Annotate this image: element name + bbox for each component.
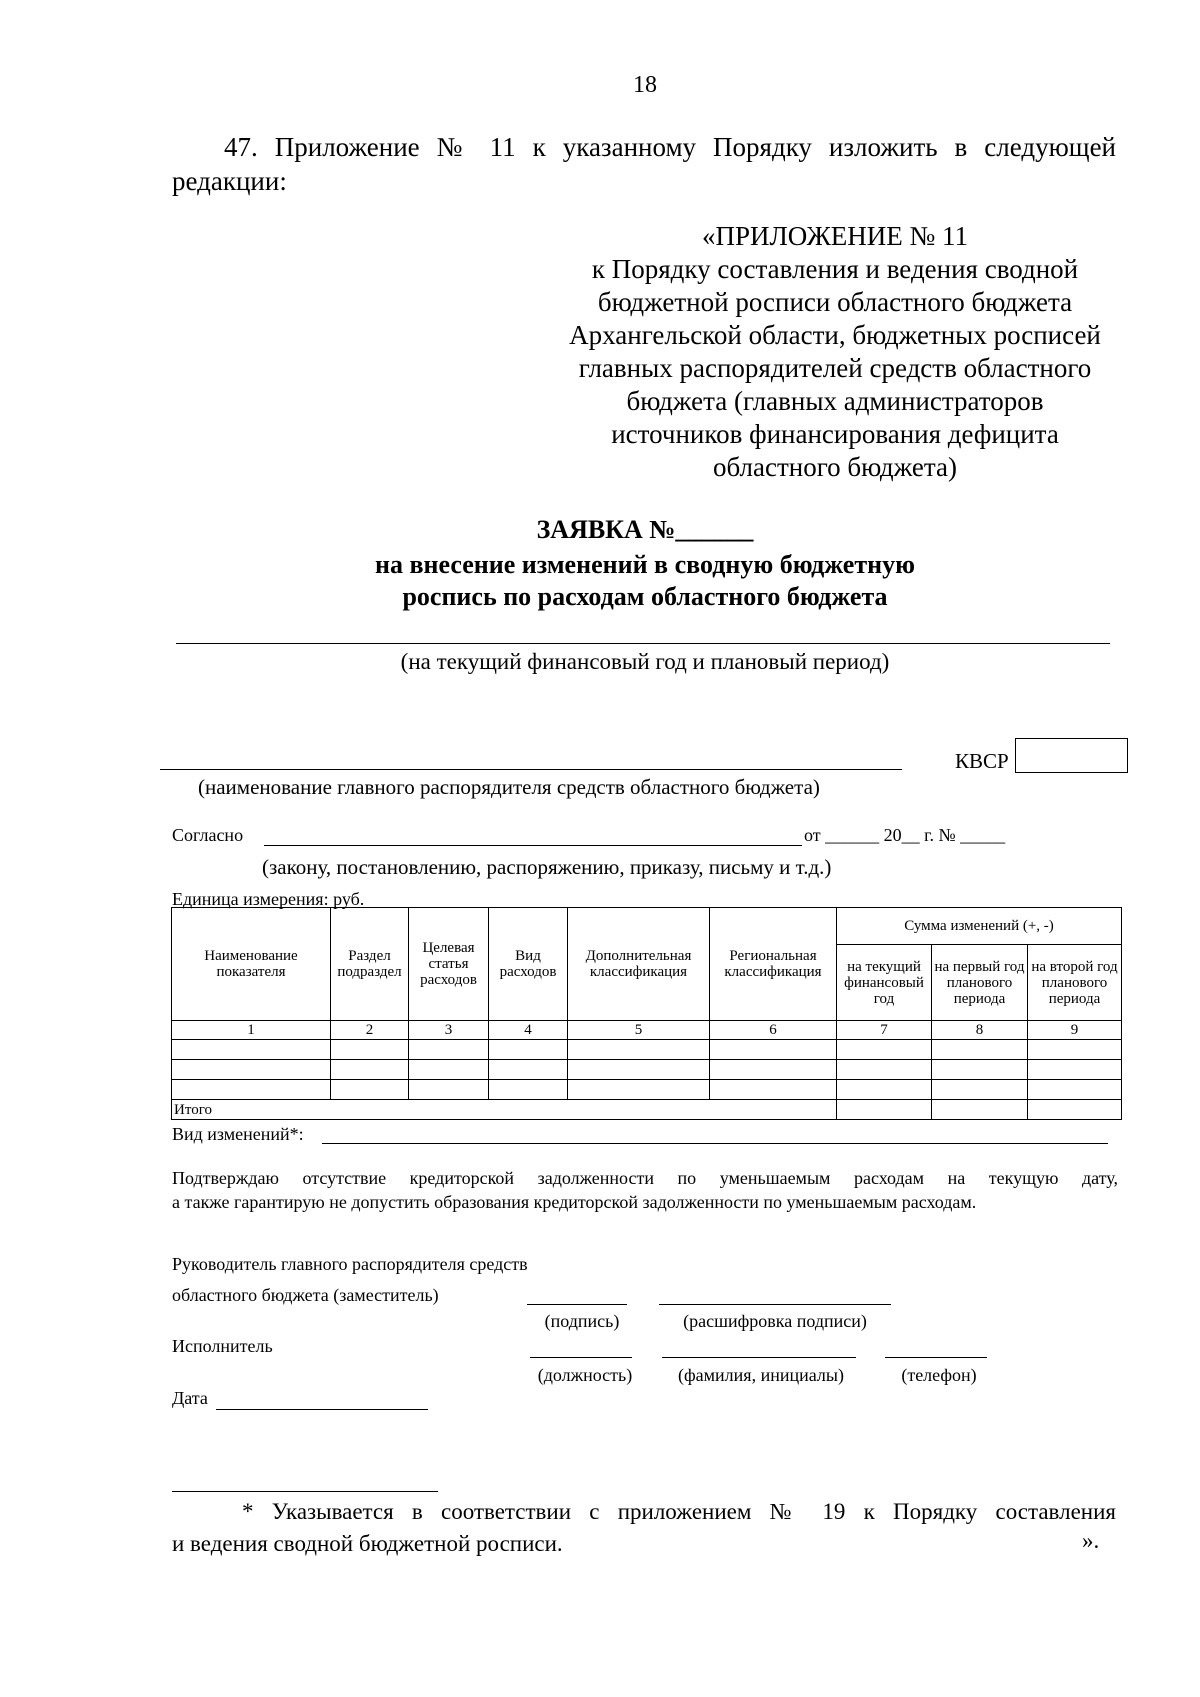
header-first-year: на первый год планового периода bbox=[932, 945, 1028, 1021]
appendix-line: источников финансирования дефицита bbox=[611, 419, 1059, 449]
appendix-line: «ПРИЛОЖЕНИЕ № 11 bbox=[701, 221, 969, 251]
date-field[interactable] bbox=[216, 1409, 428, 1410]
item-text-line-2: редакции: bbox=[172, 166, 287, 196]
column-number: 3 bbox=[409, 1021, 489, 1040]
table-cell[interactable] bbox=[172, 1060, 331, 1080]
table-cell[interactable] bbox=[568, 1040, 710, 1060]
form-subtitle-line-1: на внесение изменений в сводную бюджетную bbox=[375, 550, 915, 579]
form-subtitle-line-2: роспись по расходам областного бюджета bbox=[402, 582, 888, 611]
name-caption: (фамилия, инициалы) bbox=[678, 1365, 844, 1385]
table-cell[interactable] bbox=[1028, 1060, 1122, 1080]
confirmation-line-1: Подтверждаю отсутствие кредиторской задолженности по уменьшаемым расходам на текущую дату, bbox=[172, 1168, 1118, 1188]
total-cell[interactable] bbox=[1028, 1100, 1122, 1120]
column-number: 1 bbox=[172, 1021, 331, 1040]
signature-caption: (подпись) bbox=[544, 1311, 620, 1331]
table-cell[interactable] bbox=[932, 1080, 1028, 1100]
kvsr-field[interactable] bbox=[1015, 738, 1128, 773]
header-additional: Дополнительная классификация bbox=[568, 908, 710, 1021]
position-caption: (должность) bbox=[537, 1365, 633, 1385]
header-regional: Региональная классификация bbox=[710, 908, 837, 1021]
column-number: 7 bbox=[837, 1021, 932, 1040]
phone-caption: (телефон) bbox=[901, 1365, 977, 1385]
signature-decoding-field[interactable] bbox=[659, 1304, 891, 1305]
org-caption: (наименование главного распорядителя средств областного бюджета) bbox=[198, 775, 820, 799]
column-number: 6 bbox=[710, 1021, 837, 1040]
head-label-line-1: Руководитель главного распорядителя средств bbox=[172, 1254, 528, 1274]
table-cell[interactable] bbox=[932, 1040, 1028, 1060]
table-cell[interactable] bbox=[1028, 1080, 1122, 1100]
unit-label: Единица измерения: руб. bbox=[172, 889, 365, 909]
confirmation-text bbox=[172, 1166, 1118, 1214]
closing-quote: ». bbox=[1082, 1528, 1100, 1553]
table-cell[interactable] bbox=[837, 1040, 932, 1060]
table-cell[interactable] bbox=[1028, 1040, 1122, 1060]
table-cell[interactable] bbox=[331, 1040, 409, 1060]
appendix-line: к Порядку составления и ведения сводной bbox=[591, 254, 1079, 284]
total-cell[interactable] bbox=[837, 1100, 932, 1120]
page-number: 18 bbox=[633, 72, 657, 98]
executor-phone-field[interactable] bbox=[885, 1357, 987, 1358]
table-row bbox=[172, 1080, 1122, 1100]
header-section: Раздел подраздел bbox=[331, 908, 409, 1021]
form-title: ЗАЯВКА №______ bbox=[536, 515, 754, 544]
according-basis-field[interactable] bbox=[264, 845, 802, 846]
table-cell[interactable] bbox=[489, 1060, 568, 1080]
table-cell[interactable] bbox=[710, 1040, 837, 1060]
change-type-field[interactable] bbox=[322, 1143, 1108, 1144]
kvsr-label: КВСР bbox=[955, 749, 1009, 773]
table-row bbox=[172, 1060, 1122, 1080]
table-cell[interactable] bbox=[932, 1060, 1028, 1080]
table-cell[interactable] bbox=[837, 1080, 932, 1100]
change-type-label: Вид изменений*: bbox=[172, 1124, 304, 1144]
appendix-line: главных распорядителей средств областного bbox=[578, 353, 1092, 383]
table-cell[interactable] bbox=[710, 1060, 837, 1080]
appendix-line: Архангельской области, бюджетных росписей bbox=[569, 320, 1101, 350]
period-caption: (на текущий финансовый год и плановый период) bbox=[400, 649, 890, 674]
footnote-separator bbox=[172, 1491, 438, 1492]
date-label: Дата bbox=[172, 1388, 208, 1408]
basis-caption: (закону, постановлению, распоряжению, приказу, письму и т.д.) bbox=[262, 855, 832, 879]
total-cell[interactable] bbox=[932, 1100, 1028, 1120]
head-label-line-2: областного бюджета (заместитель) bbox=[172, 1285, 439, 1305]
header-second-year: на второй год планового периода bbox=[1028, 945, 1122, 1021]
table-cell[interactable] bbox=[489, 1080, 568, 1100]
table-cell[interactable] bbox=[409, 1080, 489, 1100]
table-cell[interactable] bbox=[331, 1080, 409, 1100]
appendix-line: бюджетной росписи областного бюджета bbox=[597, 287, 1073, 317]
column-number: 8 bbox=[932, 1021, 1028, 1040]
executor-name-field[interactable] bbox=[662, 1357, 856, 1358]
footnote-line-2: и ведения сводной бюджетной росписи. bbox=[172, 1531, 563, 1556]
table-cell[interactable] bbox=[409, 1040, 489, 1060]
table-cell[interactable] bbox=[172, 1080, 331, 1100]
table-cell[interactable] bbox=[568, 1080, 710, 1100]
total-label: Итого bbox=[172, 1100, 837, 1120]
confirmation-line-2: а также гарантирую не допустить образования кредиторской задолженности по уменьшаемым расходам. bbox=[172, 1192, 977, 1212]
table-cell[interactable] bbox=[331, 1060, 409, 1080]
table-cell[interactable] bbox=[172, 1040, 331, 1060]
table-cell[interactable] bbox=[409, 1060, 489, 1080]
executor-position-field[interactable] bbox=[530, 1357, 632, 1358]
appendix-header bbox=[540, 220, 1130, 484]
column-number: 4 bbox=[489, 1021, 568, 1040]
footnote bbox=[172, 1496, 1116, 1560]
header-current-year: на текущий финансовый год bbox=[837, 945, 932, 1021]
item-text-line-1: 47. Приложение № 11 к указанному Порядку изложить в следующей bbox=[224, 132, 1116, 162]
changes-table bbox=[171, 907, 1122, 1120]
header-target: Целевая статья расходов bbox=[409, 908, 489, 1021]
table-cell[interactable] bbox=[710, 1080, 837, 1100]
executor-label: Исполнитель bbox=[172, 1336, 273, 1356]
period-underline[interactable] bbox=[176, 643, 1110, 644]
appendix-line: областного бюджета) bbox=[712, 452, 958, 482]
according-from-text: от ______ 20__ г. № _____ bbox=[804, 825, 1006, 845]
table-cell[interactable] bbox=[837, 1060, 932, 1080]
column-number: 5 bbox=[568, 1021, 710, 1040]
header-type: Вид расходов bbox=[489, 908, 568, 1021]
footnote-line-1: * Указывается в соответствии с приложением № 19 к Порядку составления bbox=[242, 1499, 1116, 1524]
table-cell[interactable] bbox=[568, 1060, 710, 1080]
signature-field[interactable] bbox=[527, 1304, 627, 1305]
column-number: 9 bbox=[1028, 1021, 1122, 1040]
table-cell[interactable] bbox=[489, 1040, 568, 1060]
column-number: 2 bbox=[331, 1021, 409, 1040]
total-row bbox=[172, 1100, 1122, 1120]
decoding-caption: (расшифровка подписи) bbox=[683, 1311, 867, 1331]
according-label: Согласно bbox=[172, 825, 244, 845]
header-name: Наименование показателя bbox=[172, 908, 331, 1021]
header-sum-group: Сумма изменений (+, -) bbox=[837, 908, 1122, 945]
appendix-line: бюджета (главных администраторов bbox=[626, 386, 1044, 416]
org-name-field[interactable] bbox=[160, 769, 902, 770]
table-row bbox=[172, 1040, 1122, 1060]
amendment-item-text bbox=[172, 130, 1116, 198]
